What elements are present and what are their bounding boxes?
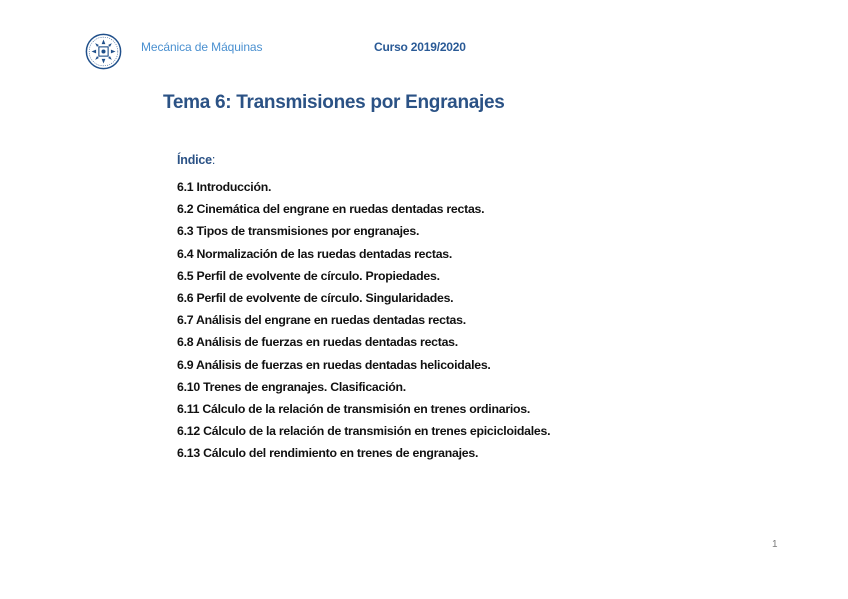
- university-seal-icon: [85, 33, 122, 70]
- course-name: Mecánica de Máquinas: [141, 40, 263, 54]
- index-label: Índice: [177, 153, 212, 167]
- toc-item: 6.5 Perfil de evolvente de círculo. Propiedades.: [177, 268, 440, 283]
- page-title: Tema 6: Transmisiones por Engranajes: [163, 92, 505, 113]
- toc-item: 6.8 Análisis de fuerzas en ruedas dentadas rectas.: [177, 335, 458, 350]
- table-of-contents: [177, 177, 550, 465]
- toc-item: 6.1 Introducción.: [177, 180, 272, 194]
- index-label-colon: :: [211, 153, 216, 167]
- course-year: Curso 2019/2020: [374, 40, 466, 54]
- toc-item: 6.7 Análisis del engrane en ruedas dentadas rectas.: [177, 313, 466, 328]
- toc-item: 6.3 Tipos de transmisiones por engranajes.: [177, 224, 420, 239]
- index-heading: [177, 153, 215, 167]
- toc-item: 6.12 Cálculo de la relación de transmisión en trenes epicicloidales.: [177, 424, 551, 439]
- toc-item: 6.13 Cálculo del rendimiento en trenes de engranajes.: [177, 446, 479, 461]
- page-number: 1: [772, 539, 778, 550]
- toc-item: 6.2 Cinemática del engrane en ruedas dentadas rectas.: [177, 202, 485, 217]
- toc-item: 6.4 Normalización de las ruedas dentadas rectas.: [177, 246, 453, 261]
- toc-item: 6.10 Trenes de engranajes. Clasificación.: [177, 379, 406, 394]
- toc-item: 6.11 Cálculo de la relación de transmisión en trenes ordinarios.: [177, 401, 531, 416]
- toc-item: 6.9 Análisis de fuerzas en ruedas dentadas helicoidales.: [177, 357, 491, 372]
- toc-item: 6.6 Perfil de evolvente de círculo. Singularidades.: [177, 290, 454, 305]
